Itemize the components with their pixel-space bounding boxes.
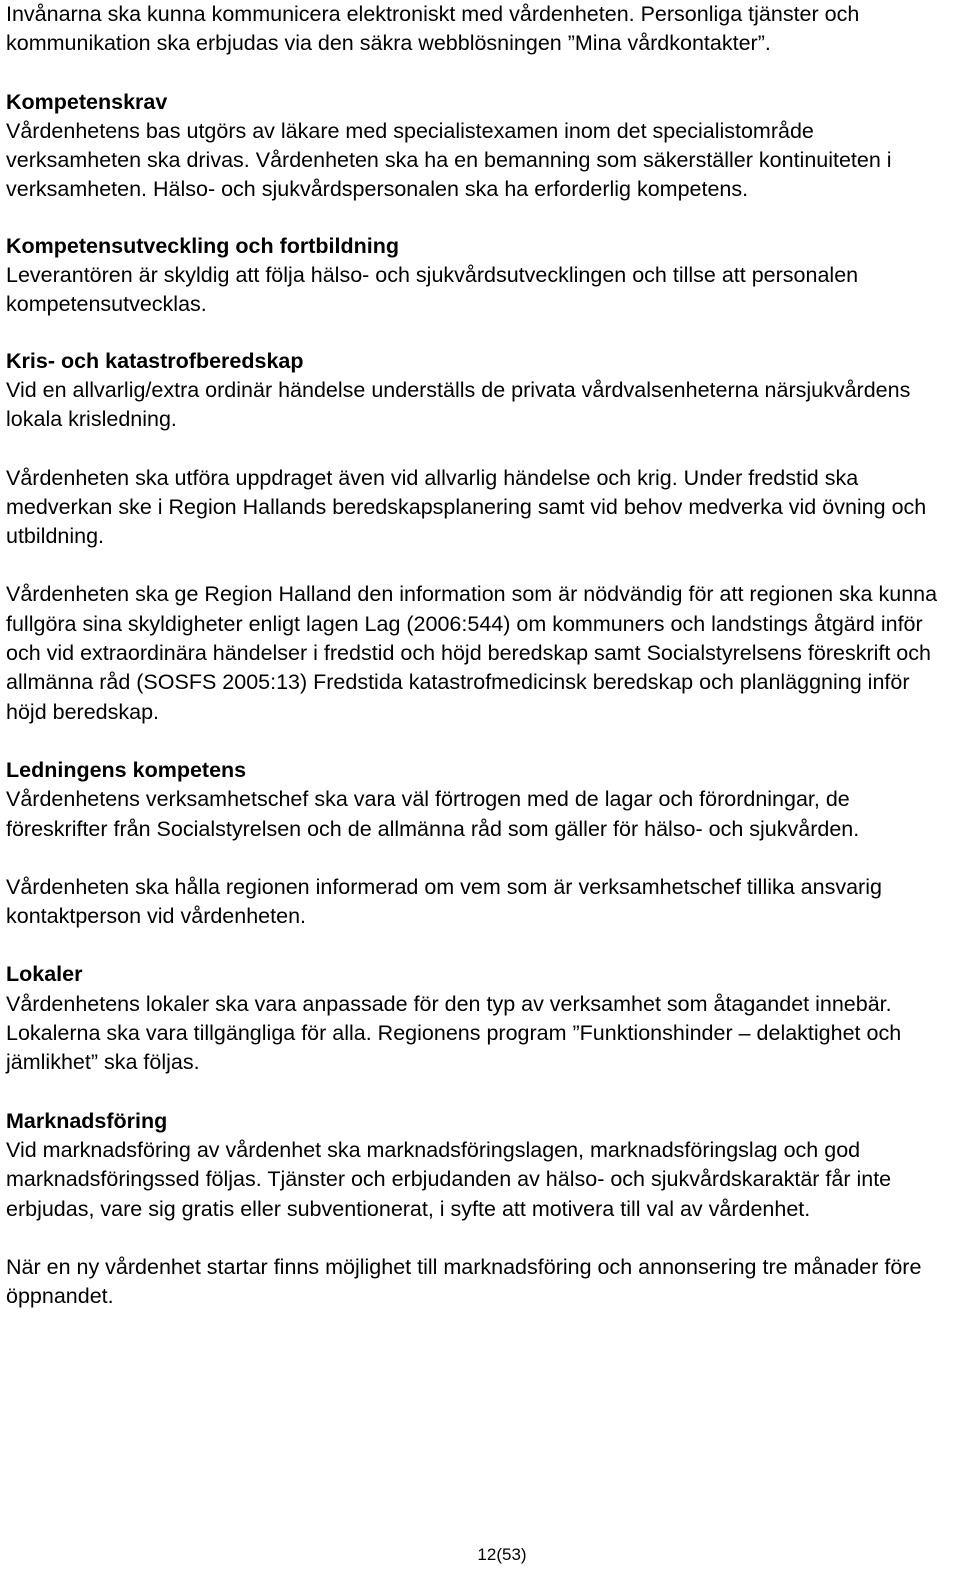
intro-paragraph (6, 0, 946, 59)
section-paragraph: Vårdenhetens bas utgörs av läkare med specialistexamen inom det specialistområde verksamheten ska drivas. Vårdenheten ska ha en bemanning som säkerställer kontinuiteten i verksamheten. Hälso- och sjukvårdspersonalen ska ha erforderlig kompetens. (6, 118, 892, 202)
section-paragraph: Vårdenhetens lokaler ska vara anpassade för den typ av verksamhet som åtagandet innebär. Lokalerna ska vara tillgängliga för alla. Regionens program ”Funktionshinder – delaktighet och jämlikhet” ska följas. (6, 991, 902, 1075)
section-heading: Ledningens kompetens (6, 757, 247, 782)
section-paragraph: Vårdenheten ska utföra uppdraget även vid allvarlig händelse och krig. Under fredstid ska medverkan ske i Region Hallands beredskapsplanering samt vid behov medverka vid övning och utbildning. (6, 465, 927, 549)
section-lokaler (6, 960, 946, 1077)
section-heading: Marknadsföring (6, 1108, 168, 1133)
section-heading: Kris- och katastrofberedskap (6, 348, 304, 373)
section-paragraph: Vårdenheten ska hålla regionen informerad om vem som är verksamhetschef tillika ansvarig kontaktperson vid vårdenheten. (6, 874, 882, 929)
section-paragraph: Vid marknadsföring av vårdenhet ska marknadsföringslagen, marknadsföringslag och god marknadsföringssed följas. Tjänster och erbjudanden av hälso- och sjukvårdskaraktär får inte erbjudas, vare sig gratis eller subventionerat, i syfte att motivera till val av vårdenhet. (6, 1137, 892, 1221)
document-page (6, 0, 946, 1311)
section-kompetenskrav (6, 88, 946, 205)
section-paragraph: Leverantören är skyldig att följa hälso- och sjukvårdsutvecklingen och tillse att personalen kompetensutvecklas. (6, 263, 859, 317)
section-marknadsforing (6, 1107, 946, 1312)
section-ledningens-kompetens (6, 756, 946, 931)
section-heading: Lokaler (6, 962, 83, 987)
section-krisberedskap (6, 347, 946, 727)
section-heading: Kompetensutveckling och fortbildning (6, 233, 399, 258)
page-number: 12(53) (477, 1545, 527, 1564)
section-kompetensutveckling (6, 232, 946, 320)
section-paragraph: Vid en allvarlig/extra ordinär händelse underställs de privata vårdvalsenheterna närsjukvårdens lokala krisledning. (6, 377, 911, 432)
page-footer (0, 1545, 960, 1565)
intro-text: Invånarna ska kunna kommunicera elektroniskt med vårdenheten. Personliga tjänster och kommunikation ska erbjudas via den säkra webblösningen ”Mina vårdkontakter”. (6, 2, 860, 56)
section-paragraph: När en ny vårdenhet startar finns möjlighet till marknadsföring och annonsering tre månader före öppnandet. (6, 1254, 922, 1309)
section-paragraph: Vårdenhetens verksamhetschef ska vara väl förtrogen med de lagar och förordningar, de föreskrifter från Socialstyrelsen och de allmänna råd som gäller för hälso- och sjukvården. (6, 787, 860, 841)
section-heading: Kompetenskrav (6, 89, 168, 114)
section-paragraph: Vårdenheten ska ge Region Halland den information som är nödvändig för att regionen ska kunna fullgöra sina skyldigheter enligt lagen Lag (2006:544) om kommuners och landstings åtgärd inför och vid extraordinära händelser i fredstid och höjd beredskap samt Socialstyrelsens föreskrift och allmänna råd (SOSFS 2005:13) Fredstida katastrofmedicinsk beredskap och planläggning inför höjd beredskap. (6, 582, 938, 724)
